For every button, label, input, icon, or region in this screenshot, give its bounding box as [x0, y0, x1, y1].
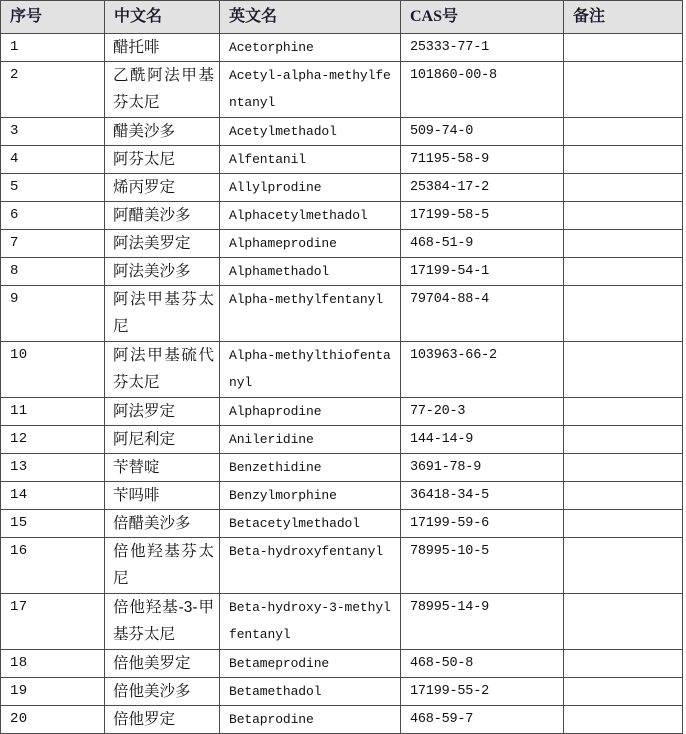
chinese-name: 醋美沙多 — [113, 123, 176, 140]
table-row — [1, 594, 683, 650]
english-name-line-2: fentanyl — [229, 627, 291, 642]
chinese-name-cell — [105, 62, 220, 118]
cas-number: 77-20-3 — [410, 404, 466, 419]
table-row — [1, 398, 683, 426]
row-index: 19 — [10, 683, 28, 699]
chinese-name-line-1: 阿法甲基芬太 — [113, 291, 214, 308]
note-cell — [564, 426, 683, 454]
table-row — [1, 454, 683, 482]
table-row — [1, 650, 683, 678]
chinese-name: 阿法罗定 — [113, 403, 176, 420]
english-name-cell — [220, 174, 401, 202]
note — [564, 258, 682, 285]
row-index-cell — [1, 258, 105, 286]
chinese-name — [105, 62, 219, 117]
note-cell — [564, 482, 683, 510]
table-row — [1, 230, 683, 258]
english-name-line-1: Beta-hydroxyfentanyl — [229, 544, 384, 559]
chinese-name-cell — [105, 426, 220, 454]
cas-number-cell — [401, 202, 564, 230]
column-header-note-label: 备注 — [573, 8, 606, 25]
english-name — [220, 258, 400, 285]
chinese-name-line-2: 尼 — [113, 570, 129, 587]
row-index-cell — [1, 146, 105, 174]
chinese-name-line-2: 基芬太尼 — [113, 626, 176, 643]
cas-number: 101860-00-8 — [410, 68, 497, 83]
english-name-cell — [220, 650, 401, 678]
english-name-cell — [220, 594, 401, 650]
note — [564, 398, 682, 425]
cas-number: 509-74-0 — [410, 124, 474, 139]
cas-number: 78995-10-5 — [410, 544, 490, 559]
english-name-cell — [220, 202, 401, 230]
column-header-cas-label: CAS号 — [410, 8, 459, 25]
note — [564, 650, 682, 677]
note-cell — [564, 34, 683, 62]
chinese-name — [105, 538, 219, 593]
english-name-cell — [220, 146, 401, 174]
english-name-line-1: Acetorphine — [229, 40, 314, 55]
table-row — [1, 342, 683, 398]
cas-number-cell — [401, 454, 564, 482]
chinese-name: 倍他美罗定 — [113, 655, 191, 672]
row-index-cell — [1, 174, 105, 202]
cas-number-cell — [401, 258, 564, 286]
chinese-name-line-1: 阿法甲基硫代 — [113, 347, 214, 364]
english-name-line-2: ntanyl — [229, 95, 276, 110]
english-name-line-1: Betaprodine — [229, 712, 314, 727]
note — [564, 174, 682, 201]
chinese-name-cell — [105, 594, 220, 650]
note-cell — [564, 594, 683, 650]
table-row — [1, 538, 683, 594]
note — [564, 482, 682, 509]
english-name — [220, 202, 400, 229]
row-index: 6 — [10, 207, 19, 223]
english-name-cell — [220, 230, 401, 258]
cas-number: 468-50-8 — [410, 656, 474, 671]
chinese-name-cell — [105, 706, 220, 734]
row-index: 14 — [10, 487, 28, 503]
chinese-name-cell — [105, 342, 220, 398]
chinese-name — [105, 342, 219, 397]
cas-number-cell — [401, 286, 564, 342]
chinese-name-cell — [105, 678, 220, 706]
cas-number-cell — [401, 62, 564, 118]
english-name-cell — [220, 706, 401, 734]
cas-number-cell — [401, 538, 564, 594]
column-header-index-label: 序号 — [10, 8, 43, 25]
chinese-name: 烯丙罗定 — [113, 179, 176, 196]
english-name-line-1: Allylprodine — [229, 180, 322, 195]
note-cell — [564, 678, 683, 706]
english-name-cell — [220, 678, 401, 706]
row-index: 4 — [10, 151, 19, 167]
row-index-cell — [1, 286, 105, 342]
chinese-name — [105, 286, 219, 341]
row-index: 2 — [10, 67, 19, 83]
row-index-cell — [1, 202, 105, 230]
note — [564, 146, 682, 173]
row-index-cell — [1, 398, 105, 426]
row-index: 10 — [10, 347, 28, 363]
english-name — [220, 538, 400, 593]
cas-number-cell — [401, 510, 564, 538]
row-index: 12 — [10, 431, 28, 447]
english-name — [220, 286, 400, 341]
chinese-name: 阿芬太尼 — [113, 151, 176, 168]
chinese-name: 倍他罗定 — [113, 711, 176, 728]
english-name-line-2: nyl — [229, 375, 253, 390]
english-name-cell — [220, 286, 401, 342]
chinese-name-cell — [105, 538, 220, 594]
english-name — [220, 342, 400, 397]
english-name-line-1: Acetyl-alpha-methylfe — [229, 68, 391, 83]
cas-number-cell — [401, 678, 564, 706]
row-index: 8 — [10, 263, 19, 279]
chinese-name-cell — [105, 286, 220, 342]
chinese-name-cell — [105, 34, 220, 62]
english-name-cell — [220, 538, 401, 594]
row-index: 3 — [10, 123, 19, 139]
english-name-cell — [220, 482, 401, 510]
column-header-cas — [401, 1, 564, 34]
chinese-name-line-1: 乙酰阿法甲基 — [113, 67, 214, 84]
chinese-name: 苄替啶 — [113, 459, 160, 476]
row-index-cell — [1, 426, 105, 454]
table-body — [1, 34, 683, 734]
english-name-cell — [220, 510, 401, 538]
chinese-name-cell — [105, 398, 220, 426]
chinese-name-cell — [105, 202, 220, 230]
chinese-name-line-2: 尼 — [113, 318, 129, 335]
english-name — [220, 650, 400, 677]
english-name-cell — [220, 426, 401, 454]
note-cell — [564, 202, 683, 230]
table-row — [1, 34, 683, 62]
note-cell — [564, 286, 683, 342]
note-cell — [564, 118, 683, 146]
note-cell — [564, 706, 683, 734]
english-name-cell — [220, 258, 401, 286]
note-cell — [564, 62, 683, 118]
row-index: 18 — [10, 655, 28, 671]
row-index-cell — [1, 510, 105, 538]
row-index: 11 — [10, 403, 28, 419]
row-index-cell — [1, 34, 105, 62]
row-index: 7 — [10, 235, 19, 251]
english-name-line-1: Anileridine — [229, 432, 314, 447]
cas-number-cell — [401, 230, 564, 258]
english-name-line-1: Benzylmorphine — [229, 488, 337, 503]
english-name — [220, 426, 400, 453]
chinese-name-cell — [105, 510, 220, 538]
row-index: 16 — [10, 543, 28, 559]
cas-number: 79704-88-4 — [410, 292, 490, 307]
cas-number: 3691-78-9 — [410, 460, 482, 475]
row-index: 13 — [10, 459, 28, 475]
table-row — [1, 510, 683, 538]
english-name-cell — [220, 342, 401, 398]
note-cell — [564, 258, 683, 286]
note — [564, 62, 682, 117]
note-cell — [564, 454, 683, 482]
chinese-name-line-1: 倍他羟基芬太 — [113, 543, 214, 560]
chinese-name: 阿醋美沙多 — [113, 207, 191, 224]
cas-number: 468-51-9 — [410, 236, 474, 251]
row-index-cell — [1, 678, 105, 706]
row-index-cell — [1, 342, 105, 398]
cas-number-cell — [401, 146, 564, 174]
chinese-name-cell — [105, 146, 220, 174]
cas-number-cell — [401, 342, 564, 398]
note-cell — [564, 174, 683, 202]
note — [564, 286, 682, 341]
english-name — [220, 510, 400, 537]
note-cell — [564, 230, 683, 258]
note — [564, 706, 682, 733]
row-index: 1 — [10, 39, 19, 55]
note — [564, 342, 682, 397]
cas-number-cell — [401, 426, 564, 454]
chinese-name-line-1: 倍他羟基-3-甲 — [113, 599, 214, 616]
note — [564, 454, 682, 481]
row-index-cell — [1, 594, 105, 650]
row-index-cell — [1, 230, 105, 258]
table-row — [1, 706, 683, 734]
note-cell — [564, 510, 683, 538]
chinese-name-cell — [105, 482, 220, 510]
note-cell — [564, 398, 683, 426]
cas-number: 17199-58-5 — [410, 208, 490, 223]
table-row — [1, 286, 683, 342]
row-index-cell — [1, 62, 105, 118]
chinese-name-cell — [105, 230, 220, 258]
cas-number-cell — [401, 482, 564, 510]
english-name-line-1: Acetylmethadol — [229, 124, 337, 139]
row-index-cell — [1, 538, 105, 594]
cas-number: 144-14-9 — [410, 432, 474, 447]
english-name — [220, 706, 400, 733]
note-cell — [564, 650, 683, 678]
english-name-cell — [220, 34, 401, 62]
english-name — [220, 34, 400, 61]
english-name — [220, 678, 400, 705]
english-name-line-1: Alpha-methylfentanyl — [229, 292, 384, 307]
cas-number: 17199-59-6 — [410, 516, 490, 531]
note — [564, 538, 682, 593]
chinese-name: 苄吗啡 — [113, 487, 160, 504]
english-name-cell — [220, 62, 401, 118]
note-cell — [564, 538, 683, 594]
table-row — [1, 118, 683, 146]
row-index-cell — [1, 650, 105, 678]
note — [564, 510, 682, 537]
cas-number-cell — [401, 174, 564, 202]
row-index: 15 — [10, 515, 28, 531]
table-row — [1, 202, 683, 230]
chinese-name: 倍他美沙多 — [113, 683, 191, 700]
column-header-english-name-label: 英文名 — [229, 8, 278, 25]
chinese-name-cell — [105, 454, 220, 482]
row-index: 5 — [10, 179, 19, 195]
note-cell — [564, 146, 683, 174]
english-name-line-1: Alfentanil — [229, 152, 307, 167]
note — [564, 34, 682, 61]
row-index-cell — [1, 706, 105, 734]
cas-number-cell — [401, 706, 564, 734]
cas-number-cell — [401, 398, 564, 426]
chinese-name: 醋托啡 — [113, 39, 160, 56]
english-name-line-1: Alphacetylmethadol — [229, 208, 368, 223]
note — [564, 426, 682, 453]
chinese-name: 阿法美罗定 — [113, 235, 191, 252]
english-name — [220, 118, 400, 145]
cas-number: 103963-66-2 — [410, 348, 497, 363]
note — [564, 118, 682, 145]
english-name — [220, 454, 400, 481]
chinese-name — [105, 594, 219, 649]
table-row — [1, 174, 683, 202]
cas-number: 17199-55-2 — [410, 684, 490, 699]
chinese-name-line-2: 芬太尼 — [113, 374, 160, 391]
note — [564, 202, 682, 229]
english-name — [220, 230, 400, 257]
english-name — [220, 398, 400, 425]
english-name-line-1: Benzethidine — [229, 460, 322, 475]
row-index: 17 — [10, 599, 28, 615]
chinese-name: 阿法美沙多 — [113, 263, 191, 280]
cas-number: 25333-77-1 — [410, 40, 490, 55]
cas-number-cell — [401, 34, 564, 62]
english-name — [220, 482, 400, 509]
english-name-line-1: Betameprodine — [229, 656, 330, 671]
cas-number-cell — [401, 650, 564, 678]
column-header-note — [564, 1, 683, 34]
english-name-cell — [220, 118, 401, 146]
cas-number: 25384-17-2 — [410, 180, 490, 195]
english-name — [220, 146, 400, 173]
row-index-cell — [1, 482, 105, 510]
note — [564, 594, 682, 649]
chinese-name-cell — [105, 118, 220, 146]
row-index: 9 — [10, 291, 19, 307]
english-name-line-1: Beta-hydroxy-3-methyl — [229, 600, 391, 615]
chinese-name-line-2: 芬太尼 — [113, 94, 160, 111]
chinese-name: 倍醋美沙多 — [113, 515, 191, 532]
row-index: 20 — [10, 711, 28, 727]
table-row — [1, 482, 683, 510]
row-index-cell — [1, 118, 105, 146]
english-name — [220, 62, 400, 117]
cas-number: 17199-54-1 — [410, 264, 490, 279]
english-name-line-1: Alphaprodine — [229, 404, 322, 419]
column-header-chinese-name — [105, 1, 220, 34]
note — [564, 678, 682, 705]
cas-number-cell — [401, 594, 564, 650]
english-name — [220, 174, 400, 201]
table-row — [1, 678, 683, 706]
table-row — [1, 62, 683, 118]
column-header-index — [1, 1, 105, 34]
chinese-name-cell — [105, 174, 220, 202]
english-name-cell — [220, 398, 401, 426]
note — [564, 230, 682, 257]
english-name-line-1: Alphameprodine — [229, 236, 337, 251]
cas-number-cell — [401, 118, 564, 146]
english-name-cell — [220, 454, 401, 482]
english-name-line-1: Alphamethadol — [229, 264, 330, 279]
cas-number: 36418-34-5 — [410, 488, 490, 503]
table-row — [1, 426, 683, 454]
table-row — [1, 258, 683, 286]
column-header-english-name — [220, 1, 401, 34]
english-name-line-1: Alpha-methylthiofenta — [229, 348, 391, 363]
english-name — [220, 594, 400, 649]
chinese-name: 阿尼利定 — [113, 431, 176, 448]
column-header-chinese-name-label: 中文名 — [114, 8, 163, 25]
table-row — [1, 146, 683, 174]
note-cell — [564, 342, 683, 398]
english-name-line-1: Betacetylmethadol — [229, 516, 360, 531]
chinese-name-cell — [105, 650, 220, 678]
cas-number: 78995-14-9 — [410, 600, 490, 615]
table-header-row — [1, 1, 683, 34]
row-index-cell — [1, 454, 105, 482]
cas-number: 71195-58-9 — [410, 152, 490, 167]
english-name-line-1: Betamethadol — [229, 684, 322, 699]
chinese-name-cell — [105, 258, 220, 286]
cas-number: 468-59-7 — [410, 712, 474, 727]
